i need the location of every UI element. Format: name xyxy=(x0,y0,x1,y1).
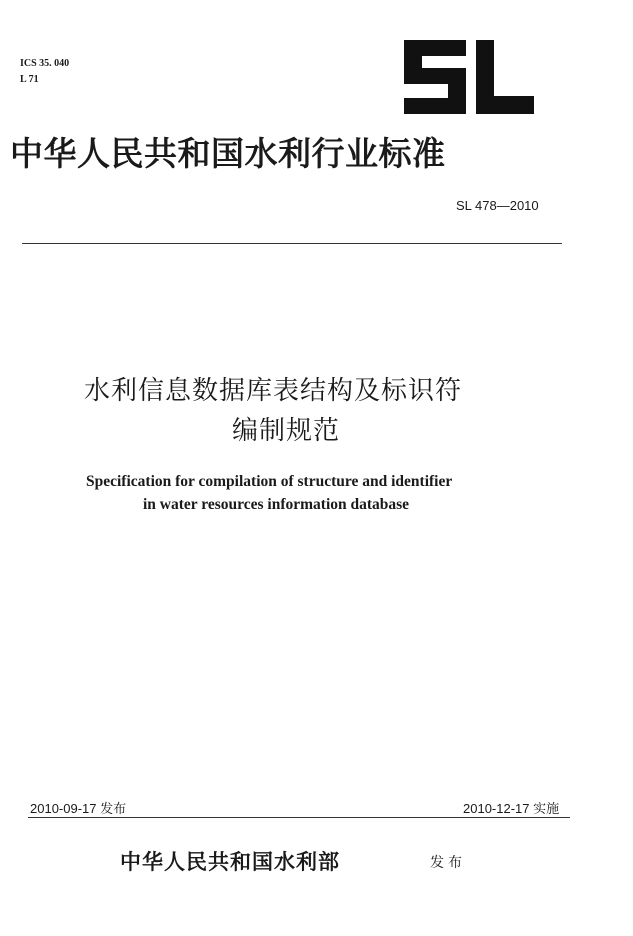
ministry-title: 中华人民共和国水利行业标准 xyxy=(10,134,446,173)
ics-code: ICS 35. 040 xyxy=(20,58,70,69)
sl-logo xyxy=(404,40,534,114)
classification-codes xyxy=(20,56,69,88)
sl-logo-letter-s xyxy=(404,40,466,114)
english-title-line-2: in water resources information database xyxy=(143,496,410,513)
publisher-name: 中华人民共和国水利部 xyxy=(120,849,340,874)
english-title-line-1: Specification for compilation of structure and identifier xyxy=(86,473,453,490)
ccs-code: L 71 xyxy=(20,74,39,85)
chinese-title-line-1: 水利信息数据库表结构及标识符 xyxy=(84,376,463,406)
sl-logo-letter-l xyxy=(476,40,534,114)
chinese-title-line-2: 编制规范 xyxy=(232,416,341,446)
issue-date: 2010-09-17 发布 xyxy=(30,801,127,816)
top-divider xyxy=(22,243,562,244)
standard-number: SL 478—2010 xyxy=(456,198,539,213)
publish-label: 发布 xyxy=(430,855,466,871)
bottom-divider xyxy=(28,817,570,818)
implementation-date: 2010-12-17 实施 xyxy=(463,801,560,816)
